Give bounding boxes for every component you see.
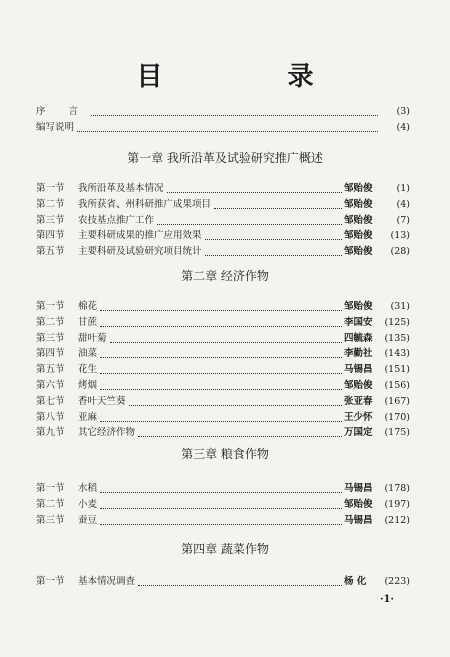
toc-entry — [36, 214, 410, 228]
section-page: (1) — [396, 183, 410, 194]
section-author: 邹贻俊 — [344, 246, 373, 258]
section-title: 水稻 — [78, 483, 98, 494]
entry-page: (4) — [396, 122, 410, 133]
section-title: 甜叶菊 — [78, 332, 107, 344]
section-page: (156) — [384, 380, 410, 391]
section-number: 第三节 — [36, 514, 65, 526]
section-number: 第一节 — [36, 483, 65, 494]
toc-entry — [36, 316, 410, 330]
section-number: 第五节 — [36, 246, 65, 258]
chapter-heading: 第一章 我所沿革及试验研究推广概述 — [127, 151, 323, 165]
section-page: (178) — [384, 483, 410, 494]
leader-dots — [100, 372, 342, 374]
section-title: 我所沿革及基本情况 — [78, 183, 164, 194]
section-title: 小麦 — [78, 498, 98, 510]
leader-dots — [100, 507, 342, 509]
leader-dots — [138, 435, 342, 437]
toc-front-entry — [36, 121, 410, 135]
section-page: (4) — [396, 198, 410, 210]
section-title: 油菜 — [78, 348, 98, 360]
toc-entry — [36, 347, 410, 361]
section-number: 第四节 — [36, 348, 65, 360]
toc-entry — [36, 300, 410, 314]
toc-entry — [36, 229, 410, 243]
section-author: 李国安 — [344, 316, 373, 328]
section-number: 第二节 — [36, 498, 65, 510]
leader-dots — [100, 388, 342, 390]
section-page: (125) — [384, 316, 410, 328]
leader-dots — [167, 191, 342, 193]
section-number: 第一节 — [36, 576, 65, 587]
section-page: (135) — [384, 332, 410, 344]
page-number: ·1· — [380, 594, 394, 605]
section-title: 亚麻 — [78, 411, 98, 423]
section-author: 李勤社 — [344, 348, 373, 360]
leader-dots — [100, 309, 342, 311]
toc-entry — [36, 498, 410, 512]
toc-entry — [36, 379, 410, 393]
leader-dots — [138, 584, 342, 586]
section-title: 基本情况调查 — [78, 576, 136, 587]
section-number: 第一节 — [36, 183, 65, 194]
section-title: 棉花 — [78, 301, 98, 312]
leader-dots — [157, 223, 342, 225]
section-author: 杨 化 — [344, 576, 367, 587]
section-author: 万国定 — [344, 427, 373, 439]
toc-entry — [36, 514, 410, 528]
leader-dots — [100, 356, 342, 358]
section-page: (175) — [384, 427, 410, 439]
section-number: 第一节 — [36, 301, 65, 312]
section-author: 马锡昌 — [344, 364, 373, 376]
section-author: 邹贻俊 — [344, 183, 373, 194]
section-title: 主要科研成果的推广应用效果 — [78, 230, 202, 242]
entry-title: 序 言 — [36, 106, 89, 117]
section-page: (167) — [384, 395, 410, 407]
leader-dots — [100, 325, 342, 327]
section-page: (170) — [384, 411, 410, 423]
section-page: (197) — [384, 498, 410, 510]
section-author: 四毓森 — [344, 332, 373, 344]
section-author: 马锡昌 — [344, 514, 373, 526]
section-title: 甘蔗 — [78, 316, 98, 328]
toc-front-entry — [36, 105, 410, 119]
section-number: 第八节 — [36, 411, 65, 423]
section-author: 邹贻俊 — [344, 301, 373, 312]
leader-dots — [129, 404, 342, 406]
section-title: 蚕豆 — [78, 514, 98, 526]
section-number: 第五节 — [36, 364, 65, 376]
section-title: 其它经济作物 — [78, 427, 136, 439]
chapter-heading: 第三章 粮食作物 — [181, 447, 269, 461]
section-page: (212) — [384, 514, 410, 526]
section-author: 邹贻俊 — [344, 498, 373, 510]
section-author: 邹贻俊 — [344, 230, 373, 242]
section-author: 王少怀 — [344, 411, 373, 423]
section-page: (31) — [390, 301, 410, 312]
section-number: 第二节 — [36, 316, 65, 328]
section-title: 香叶天竺葵 — [78, 395, 126, 407]
section-page: (28) — [390, 246, 410, 258]
section-author: 马锡昌 — [344, 483, 373, 494]
leader-dots — [100, 420, 342, 422]
section-number: 第四节 — [36, 230, 65, 242]
leader-dots — [205, 254, 342, 256]
section-author: 邹贻俊 — [344, 214, 373, 226]
leader-dots — [100, 523, 342, 525]
toc-entry — [36, 575, 410, 589]
toc-entry — [36, 363, 410, 377]
leader-dots — [91, 114, 378, 116]
section-author: 邹贻俊 — [344, 380, 373, 391]
entry-title: 编写说明 — [36, 122, 75, 133]
section-number: 第三节 — [36, 332, 65, 344]
leader-dots — [205, 238, 342, 240]
toc-entry — [36, 482, 410, 496]
toc-entry — [36, 198, 410, 212]
toc-entry — [36, 395, 410, 409]
toc-entry — [36, 245, 410, 259]
section-number: 第九节 — [36, 427, 65, 439]
section-title: 主要科研及试验研究项目统计 — [78, 246, 202, 258]
section-title: 烤烟 — [78, 380, 98, 391]
section-page: (223) — [384, 576, 410, 587]
chapter-heading: 第二章 经济作物 — [181, 269, 269, 283]
chapter-heading: 第四章 蔬菜作物 — [181, 542, 269, 556]
section-number: 第二节 — [36, 198, 65, 210]
section-title: 花生 — [78, 364, 98, 376]
section-author: 邹贻俊 — [344, 198, 373, 210]
toc-entry — [36, 426, 410, 440]
section-number: 第七节 — [36, 395, 65, 407]
section-page: (143) — [384, 348, 410, 360]
section-title: 农技基点推广工作 — [78, 214, 155, 226]
leader-dots — [100, 491, 342, 493]
section-page: (13) — [390, 230, 410, 242]
leader-dots — [110, 341, 342, 343]
section-author: 张亚春 — [344, 395, 373, 407]
leader-dots — [214, 207, 342, 209]
section-number: 第三节 — [36, 214, 65, 226]
entry-page: (3) — [396, 106, 410, 117]
section-page: (151) — [384, 364, 410, 376]
toc-entry — [36, 182, 410, 196]
section-page: (7) — [396, 214, 410, 226]
toc-entry — [36, 332, 410, 346]
toc-entry — [36, 411, 410, 425]
section-number: 第六节 — [36, 380, 65, 391]
section-title: 我所获省、州科研推广成果项目 — [78, 198, 212, 210]
page-title: 目 录 — [136, 62, 372, 92]
leader-dots — [77, 130, 378, 132]
